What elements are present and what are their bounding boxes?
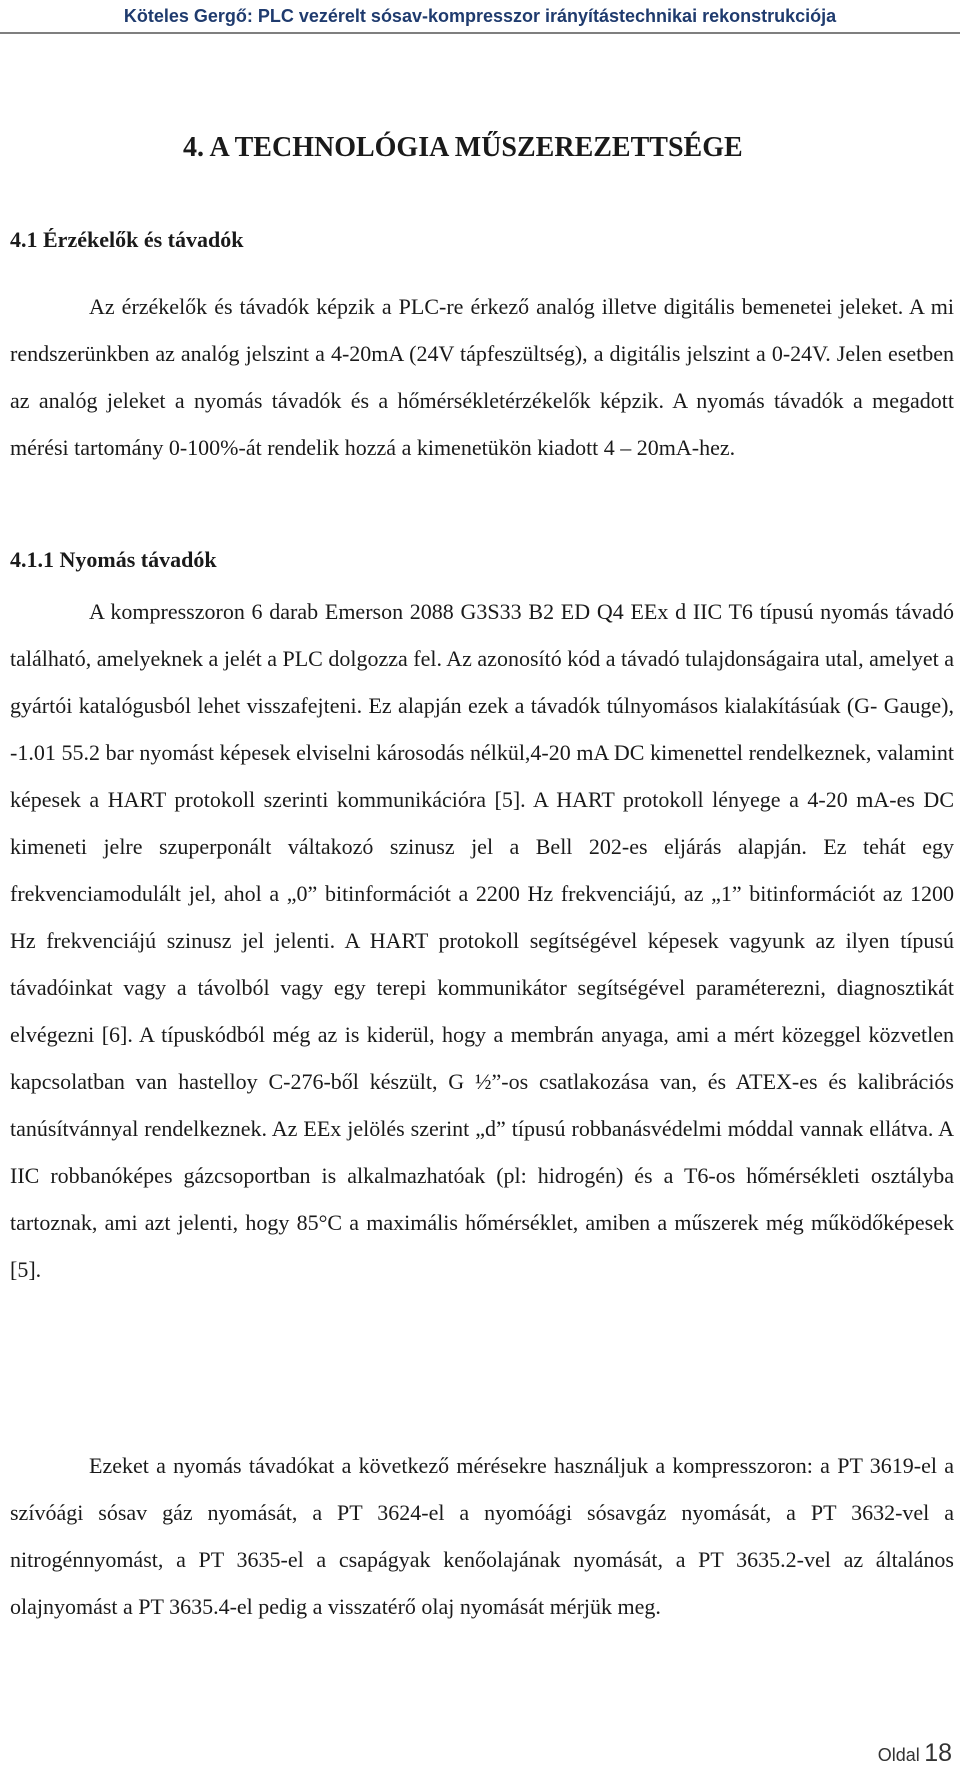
subsection-paragraph-2: Ezeket a nyomás távadókat a következő mérésekre használjuk a kompresszoron: a PT 3619-el a szívóági sósav gáz nyomását, a PT 3624-el a nyomóági sósavgáz nyomását, a PT 3632-vel a nitrogénnyomást, a PT 3635-el a csapágyak kenőolajának nyomását, a PT 3635.2-vel az általános olajnyomást a PT 3635.4-el pedig a visszatérő olaj nyomását mérjük meg. xyxy=(10,1453,954,1619)
running-header xyxy=(0,0,960,34)
page-footer xyxy=(878,1738,952,1772)
subsection-title: 4.1.1 Nyomás távadók xyxy=(10,547,217,572)
page-label: Oldal xyxy=(877,1745,920,1765)
header-divider xyxy=(0,32,960,34)
section-title: 4.1 Érzékelők és távadók xyxy=(10,227,244,252)
subsection-paragraph-1: A kompresszoron 6 darab Emerson 2088 G3S33 B2 ED Q4 EEx d IIC T6 típusú nyomás távadó található, amelyeknek a jelét a PLC dolgozza fel. Az azonosító kód a távadó tulajdonságaira utal, amelyet a gyártói katalógusból lehet visszafejteni. Ez alapján ezek a távadók túlnyomásos kialakításúak (G- Gauge), -1.01 55.2 bar nyomást képesek elviselni károsodás nélkül,4-20 mA DC kimenettel rendelkeznek, valamint képesek a HART protokoll szerinti kommunikációra [5]. A HART protokoll lényege a 4-20 mA-es DC kimeneti jelre szuperponált váltakozó szinusz jel a Bell 202-es eljárás alapján. Ez tehát egy frekvenciamodulált jel, ahol a „0” bitinformációt a 2200 Hz frekvenciájú, az „1” bitinformációt az 1200 Hz frekvenciájú szinusz jel jelenti. A HART protokoll segítségével képesek vagyunk az ilyen típusú távadóinkat vagy a távolból vagy egy terepi kommunikátor segítségével paraméterezni, diagnosztikát elvégezni [6]. A típuskódból még az is kiderül, hogy a membrán anyaga, ami a mért közeggel közvetlen kapcsolatban van hastelloy C-276-ből készült, G ½”-os csatlakozása van, és ATEX-es és kalibrációs tanúsítvánnyal rendelkeznek. Az EEx jelölés szerint „d” típusú robbanásvédelmi móddal vannak ellátva. A IIC robbanóképes gázcsoportban is alkalmazhatóak (pl: hidrogén) és a T6-os hőmérsékleti osztályba tartoznak, ami azt jelenti, hogy 85°C a maximális hőmérséklet, amiben a műszerek még működőképesek [5]. xyxy=(10,599,954,1282)
running-header-title: Köteles Gergő: PLC vezérelt sósav-kompresszor irányítástechnikai rekonstrukciója xyxy=(123,6,837,26)
page-number: 18 xyxy=(924,1739,952,1767)
chapter-title: 4. A TECHNOLÓGIA MŰSZEREZETTSÉGE xyxy=(183,132,743,163)
section-paragraph: Az érzékelők és távadók képzik a PLC-re érkező analóg illetve digitális bemenetei jeleket. A mi rendszerünkben az analóg jelszint a 4-20mA (24V tápfeszültség), a digitális jelszint a 0-24V. Jelen esetben az analóg jeleket a nyomás távadók és a hőmérsékletérzékelők képzik. A nyomás távadók a megadott mérési tartomány 0-100%-át rendelik hozzá a kimenetükön kiadott 4 – 20mA-hez. xyxy=(10,294,954,460)
